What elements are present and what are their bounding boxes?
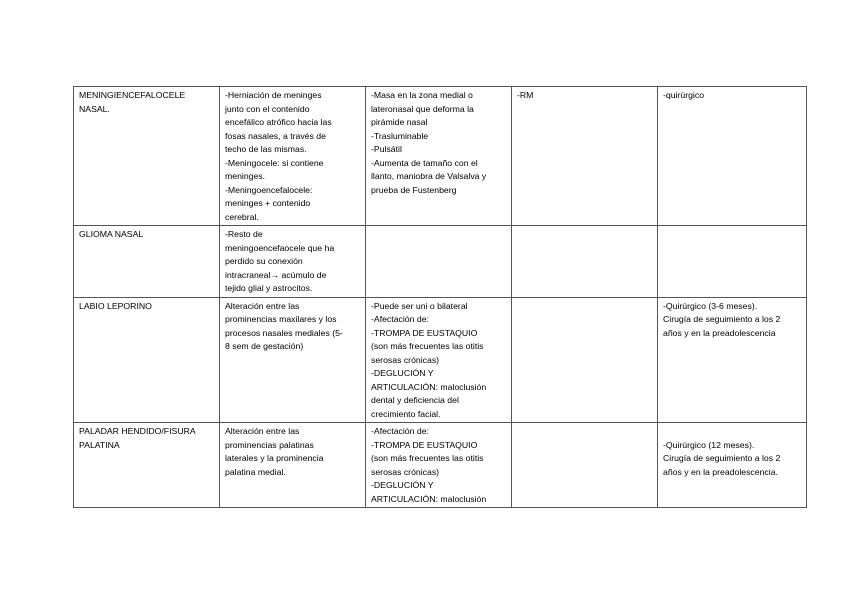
description-cell (220, 423, 366, 508)
cell-text-line: -DEGLUCIÓN Y (371, 368, 434, 378)
diagnosis-cell (512, 423, 658, 508)
cell-text-line: 8 sem de gestación) (225, 341, 304, 351)
cell-text-line: prominencias maxilares y los (225, 314, 337, 324)
cell-text-line: GLIOMA NASAL (79, 229, 144, 239)
cell-text-line: cerebral. (225, 211, 259, 222)
cell-text-line: palatina medial. (225, 466, 286, 477)
cell-text-line: intracraneal→ acúmulo de (225, 269, 327, 280)
cell-text-line: meningoencefaocele que ha (225, 242, 335, 253)
cell-text-line: años y en la preadolescencia. (663, 466, 778, 477)
cell-text-line: PALADAR HENDIDO/FISURA (79, 426, 196, 436)
table-row (74, 297, 807, 423)
cell-text-line: -Masa en la zona medial o (371, 90, 473, 100)
cell-text-line: NASAL. (79, 103, 110, 114)
cell-text-line: dental y deficiencia del (371, 395, 459, 405)
cell-text-line: Cirugía de seguimiento a los 2 (663, 314, 781, 324)
cell-text-line: (son más frecuentes las otitis (371, 341, 484, 351)
table-body (74, 87, 807, 508)
cell-text-line: serosas crónicas) (371, 466, 440, 477)
cell-text-line: fosas nasales, a través de (225, 130, 326, 141)
condition-name-cell (74, 423, 220, 508)
clinical-signs-cell (366, 297, 512, 423)
cell-text-line: junto con el contenido (225, 103, 310, 114)
cell-text-line: prueba de Fustenberg (371, 184, 457, 195)
cell-text-line: -TROMPA DE EUSTAQUIO (371, 439, 478, 450)
condition-name-cell (74, 297, 220, 423)
cell-text-line: -Afectación de: (371, 314, 429, 324)
cell-text-line: -RM (517, 90, 534, 100)
cell-text-line: pirámide nasal (371, 117, 428, 127)
cell-text-line: techo de las mismas. (225, 144, 307, 154)
cell-text-line: Alteración entre las (225, 426, 300, 436)
diagnosis-cell (512, 226, 658, 298)
cell-text-line: ARTICULACIÓN: maloclusión (371, 493, 487, 504)
cell-text-line: crecimiento facial. (371, 408, 441, 419)
blank-line (663, 425, 802, 439)
cell-text-line: llanto, maniobra de Valsalva y (371, 171, 487, 181)
description-cell (220, 226, 366, 298)
table-row (74, 87, 807, 226)
cell-text-line: MENINGIENCEFALOCELE (79, 90, 186, 100)
cell-text-line: laterales y la prominencia (225, 453, 324, 463)
cell-text-line: años y en la preadolescencia (663, 327, 776, 338)
cell-text-line: -Trasluminable (371, 130, 429, 141)
cell-text-line: (son más frecuentes las otitis (371, 453, 484, 463)
condition-name-cell (74, 226, 220, 298)
cell-text-line: -quirúrgico (663, 90, 705, 100)
treatment-cell (658, 423, 807, 508)
cell-text-line: -Meningoencefalocele: (225, 184, 313, 195)
condition-name-cell (74, 87, 220, 226)
cell-text-line: encefálico atrófico hacia las (225, 117, 332, 127)
cell-text-line: -Herniación de meninges (225, 90, 322, 100)
cell-text-line: Cirugía de seguimiento a los 2 (663, 453, 781, 463)
cell-text-line: prominencias palatinas (225, 439, 314, 450)
clinical-table (73, 86, 807, 508)
cell-text-line: -DEGLUCIÓN Y (371, 480, 434, 490)
cell-text-line: -Quirúrgico (3-6 meses). (663, 300, 758, 311)
cell-text-line: LABIO LEPORINO (79, 300, 152, 311)
cell-text-line: ARTICULACIÓN: maloclusión (371, 381, 487, 392)
clinical-signs-cell (366, 226, 512, 298)
diagnosis-cell (512, 297, 658, 423)
cell-text-line: -TROMPA DE EUSTAQUIO (371, 327, 478, 338)
treatment-cell (658, 297, 807, 423)
cell-text-line: PALATINA (79, 439, 120, 450)
cell-text-line: meninges. (225, 171, 266, 181)
diagnosis-cell (512, 87, 658, 226)
description-cell (220, 87, 366, 226)
cell-text-line: -Puede ser uni o bilateral (371, 300, 468, 311)
cell-text-line: -Pulsátil (371, 144, 402, 154)
cell-text-line: -Meningocele: si contiene (225, 157, 324, 168)
cell-text-line: perdido su conexión (225, 256, 303, 266)
treatment-cell (658, 226, 807, 298)
cell-text-line: procesos nasales mediales (5- (225, 327, 343, 338)
cell-text-line: tejido glial y astrocitos. (225, 283, 313, 293)
clinical-signs-cell (366, 87, 512, 226)
cell-text-line: serosas crónicas) (371, 354, 440, 365)
cell-text-line: meninges + contenido (225, 198, 311, 208)
cell-text-line: Alteración entre las (225, 300, 300, 311)
treatment-cell (658, 87, 807, 226)
cell-text-line: -Quirúrgico (12 meses). (663, 439, 755, 450)
cell-text-line: lateronasal que deforma la (371, 103, 474, 114)
cell-text-line: -Aumenta de tamaño con el (371, 157, 478, 168)
cell-text-line: -Resto de (225, 229, 263, 239)
description-cell (220, 297, 366, 423)
cell-text-line: -Afectación de: (371, 426, 429, 436)
clinical-signs-cell (366, 423, 512, 508)
table-row (74, 423, 807, 508)
table-row (74, 226, 807, 298)
